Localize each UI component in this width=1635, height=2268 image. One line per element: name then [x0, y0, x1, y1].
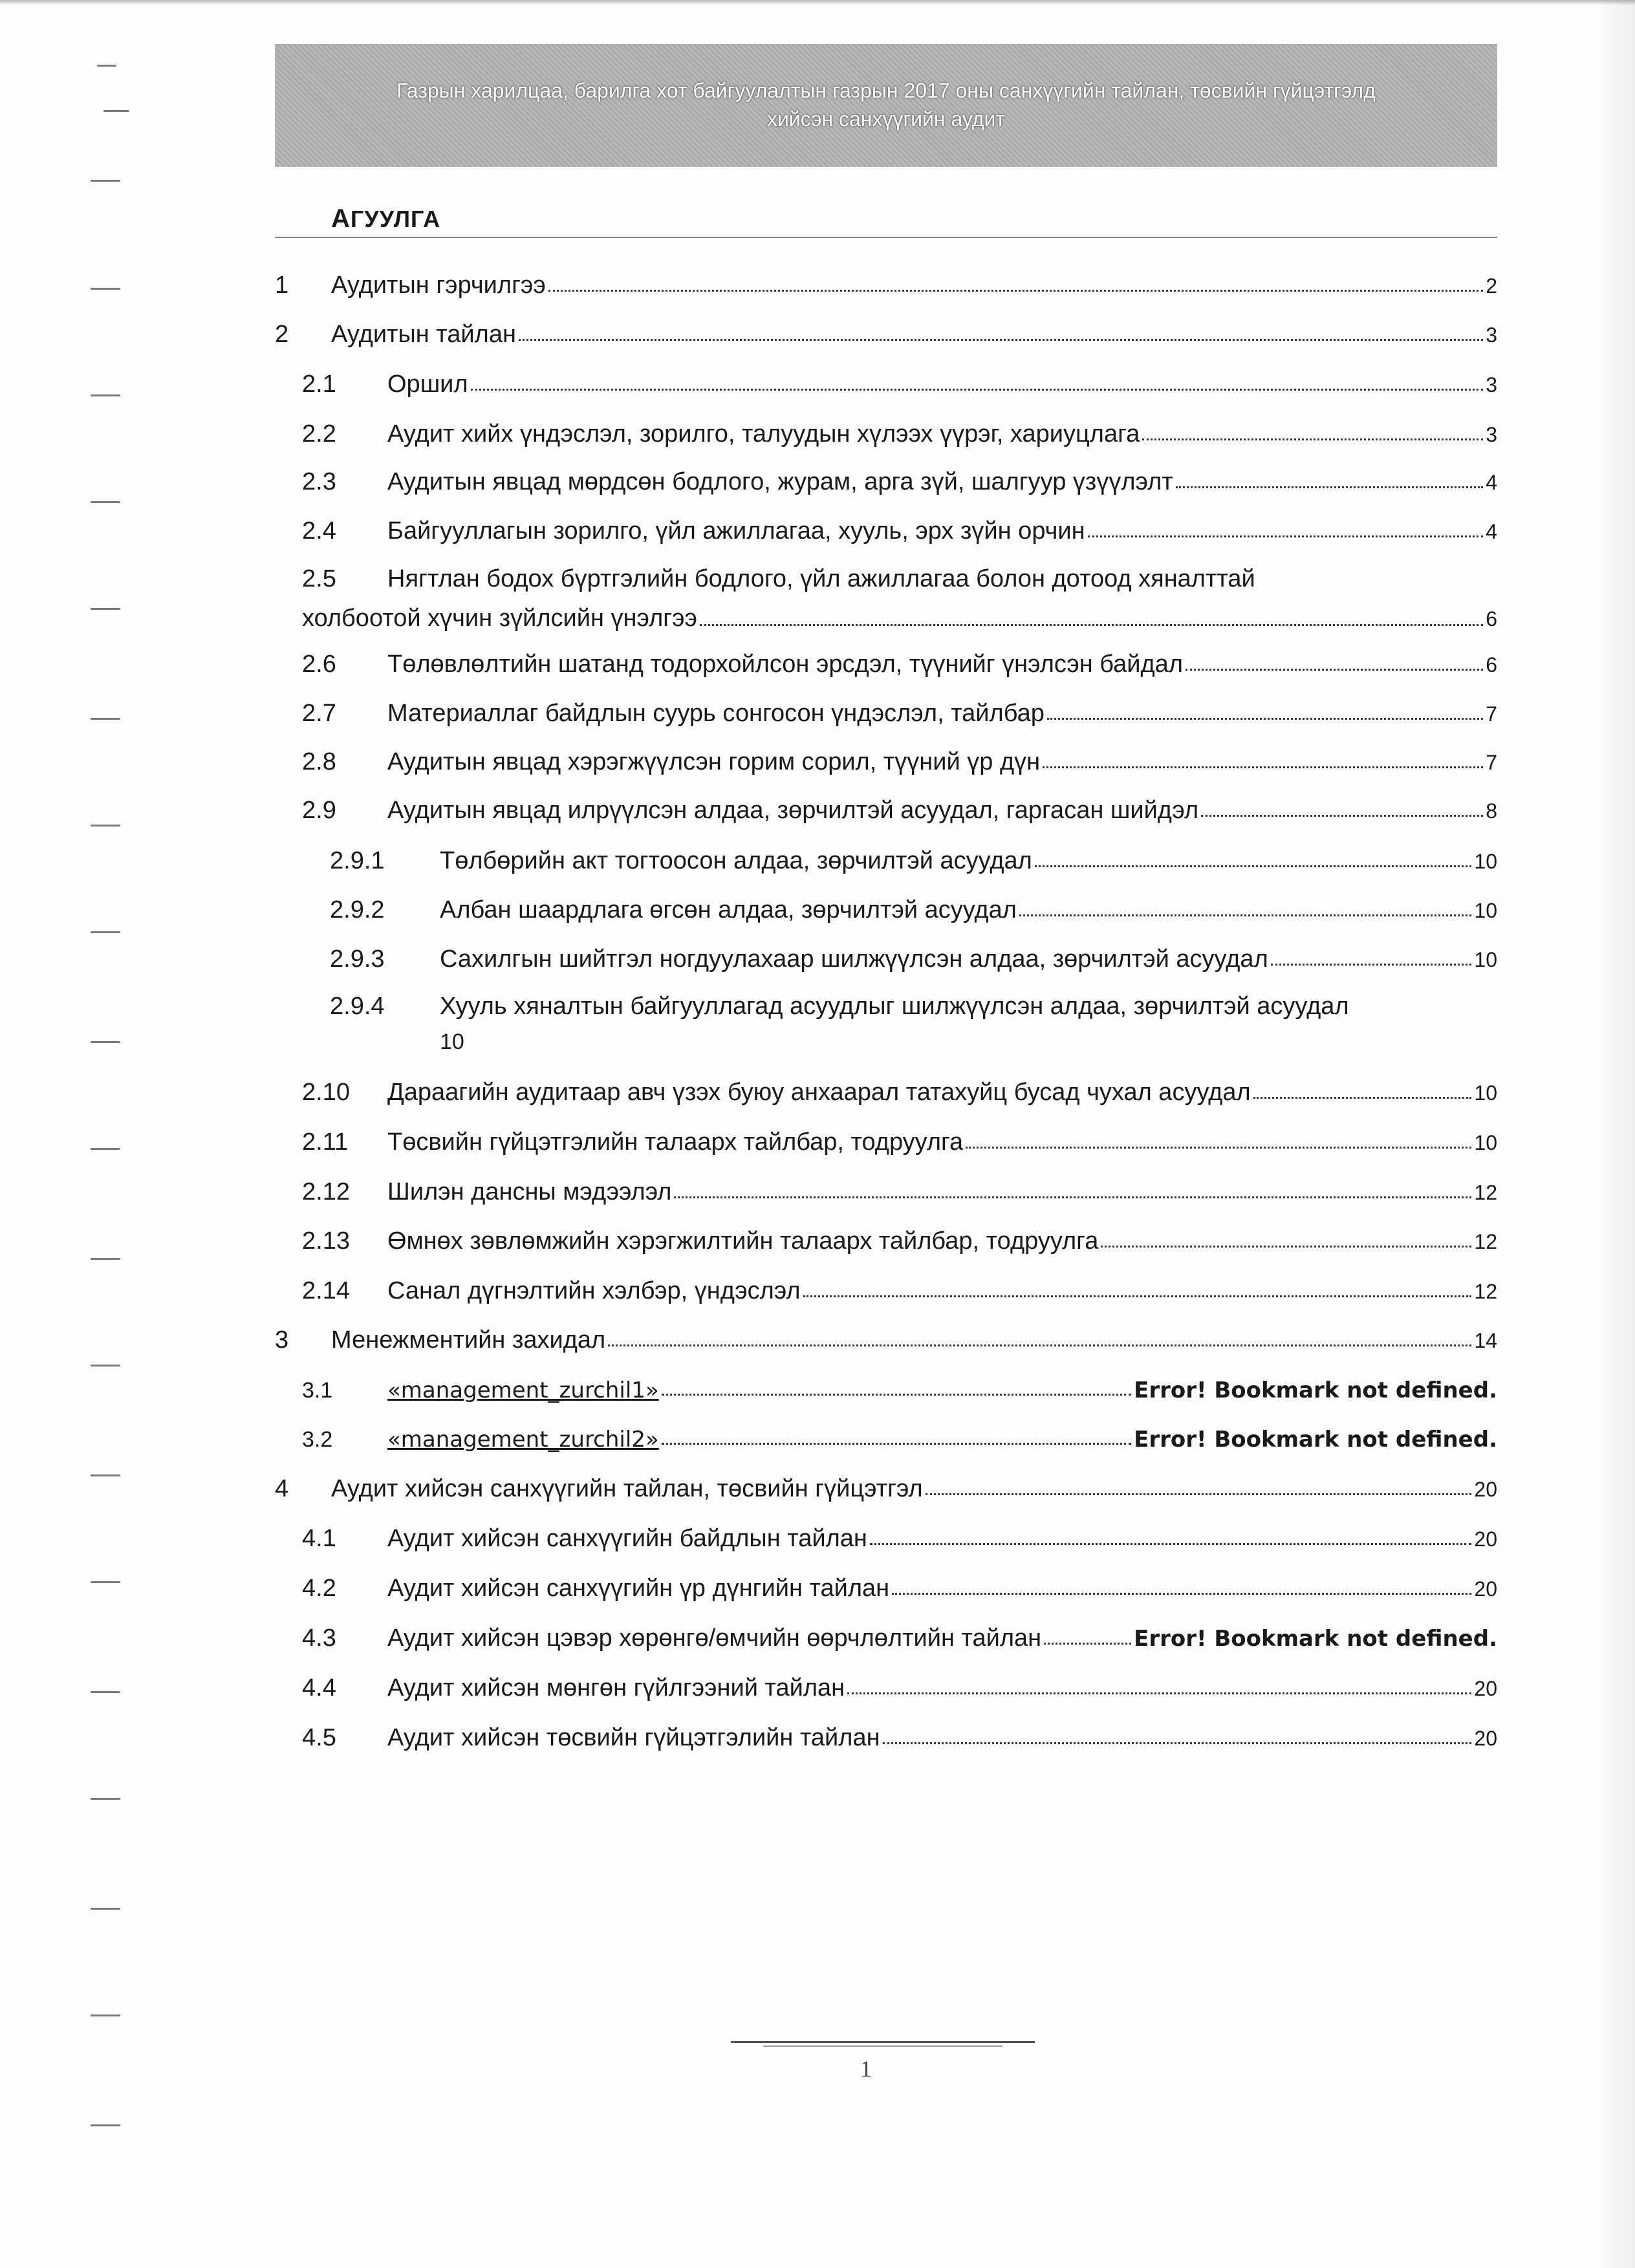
toc-entry[interactable]: 3.1 «management_zurchil1» Error! Bookmark not defined.: [302, 1377, 1497, 1403]
scan-edge-shadow: [1596, 0, 1635, 2268]
toc-entry[interactable]: 2.11 Төсвийн гүйцэтгэлийн талаарх тайлбар, тодруулга 10: [302, 1129, 1497, 1156]
toc-entry[interactable]: 4.1 Аудит хийсэн санхүүгийн байдлын тайлан 20: [302, 1525, 1497, 1552]
toc-entry[interactable]: 2.2 Аудит хийх үндэслэл, зорилго, талуудын хүлээх үүрэг, хариуцлага 3: [302, 420, 1497, 448]
scan-top-edge: [0, 0, 1635, 5]
toc-entry[interactable]: 4.5 Аудит хийсэн төсвийн гүйцэтгэлийн тайлан 20: [302, 1724, 1497, 1751]
toc-entry[interactable]: 2 Аудитын тайлан 3: [275, 321, 1497, 348]
footer-rule-secondary: [763, 2046, 1002, 2047]
toc-entry[interactable]: 2.7 Материаллаг байдлын суурь сонгосон үндэслэл, тайлбар 7: [302, 700, 1497, 727]
toc-entry[interactable]: 2.14 Санал дүгнэлтийн хэлбэр, үндэслэл 12: [302, 1277, 1497, 1304]
page-number: 1: [860, 2056, 872, 2082]
toc-entry[interactable]: 2.9.2 Албан шаардлага өгсөн алдаа, зөрчилтэй асуудал 10: [330, 896, 1497, 923]
toc-entry[interactable]: 2.6 Төлөвлөлтийн шатанд тодорхойлсон эрсдэл, түүнийг үнэлсэн байдал 6: [302, 651, 1497, 678]
toc-entry[interactable]: 2.9 Аудитын явцад илрүүлсэн алдаа, зөрчилтэй асуудал, гаргасан шийдэл 8: [302, 797, 1497, 824]
toc-entry[interactable]: 2.10 Дараагийн аудитаар авч үзэх буюу анхаарал татахуйц бусад чухал асуудал 10: [302, 1079, 1497, 1106]
footer-rule: [731, 2041, 1035, 2043]
toc-entry[interactable]: 2.5 Нягтлан бодох бүртгэлийн бодлого, үйл ажиллагаа болон дотоод хяналттай холбоотой хүчин зүйлсийн үнэлгээ 6: [302, 565, 1497, 632]
toc-entry[interactable]: 2.13 Өмнөх зөвлөмжийн хэрэгжилтийн талаарх тайлбар, тодруулга 12: [302, 1227, 1497, 1255]
toc-entry[interactable]: 4 Аудит хийсэн санхүүгийн тайлан, төсвийн гүйцэтгэл 20: [275, 1475, 1497, 1502]
toc-title: АГУУЛГА: [331, 204, 441, 233]
toc-entry[interactable]: 2.9.3 Сахилгын шийтгэл ногдуулахаар шилжүүлсэн алдаа, зөрчилтэй асуудал 10: [330, 945, 1497, 973]
toc-entry[interactable]: 3 Менежментийн захидал 14: [275, 1326, 1497, 1354]
toc-entry[interactable]: 1 Аудитын гэрчилгээ 2: [275, 272, 1497, 299]
toc-entry[interactable]: 2.9.1 Төлбөрийн акт тогтоосон алдаа, зөрчилтэй асуудал 10: [330, 847, 1497, 874]
document-header-banner: [275, 44, 1497, 167]
toc-entry[interactable]: 4.4 Аудит хийсэн мөнгөн гүйлгээний тайлан 20: [302, 1674, 1497, 1701]
toc-entry[interactable]: 4.2 Аудит хийсэн санхүүгийн үр дүнгийн тайлан 20: [302, 1575, 1497, 1602]
toc-entry[interactable]: 2.3 Аудитын явцад мөрдсөн бодлого, журам, арга зүй, шалгуур үзүүлэлт 4: [302, 468, 1497, 495]
header-line-2: хийсэн санхүүгийн аудит: [766, 107, 1006, 131]
toc-entry[interactable]: 2.4 Байгууллагын зорилго, үйл ажиллагаа, хууль, эрх зүйн орчин 4: [302, 517, 1497, 545]
toc-entry[interactable]: 2.1 Оршил 3: [302, 371, 1497, 398]
binding-margin-marks: [0, 0, 194, 2268]
title-divider: [275, 237, 1497, 238]
toc-entry[interactable]: 2.9.4 Хууль хяналтын байгууллагад асуудлыг шилжүүлсэн алдаа, зөрчилтэй асуудал 10: [330, 993, 1349, 1054]
toc-entry[interactable]: 4.3 Аудит хийсэн цэвэр хөрөнгө/өмчийн өөрчлөлтийн тайлан Error! Bookmark not defined.: [302, 1625, 1497, 1652]
toc-entry[interactable]: 2.8 Аудитын явцад хэрэгжүүлсэн горим сорил, түүний үр дүн 7: [302, 748, 1497, 775]
header-line-1: Газрын харилцаа, барилга хот байгуулалтын газрын 2017 оны санхүүгийн тайлан, төсвийн гүйцэтгэлд: [396, 79, 1376, 102]
toc-entry[interactable]: 3.2 «management_zurchil2» Error! Bookmark not defined.: [302, 1427, 1497, 1453]
toc-entry[interactable]: 2.12 Шилэн дансны мэдээлэл 12: [302, 1178, 1497, 1205]
